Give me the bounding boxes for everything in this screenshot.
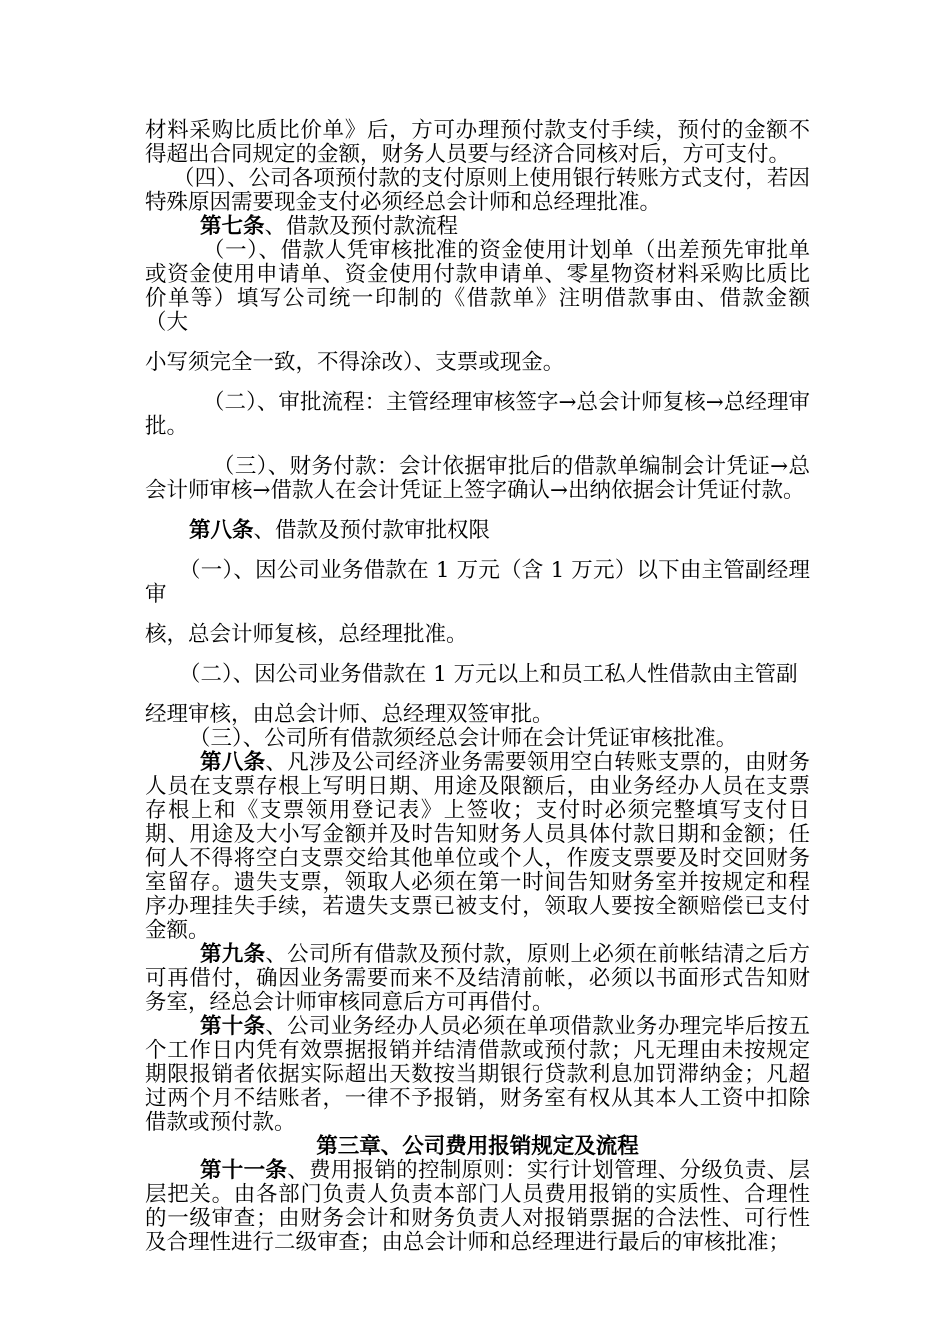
paragraph-text: 小写须完全一致，不得涂改）、支票或现金。: [145, 350, 565, 375]
paragraph: [145, 351, 810, 375]
paragraph: [145, 1159, 810, 1255]
paragraph-text: （一）、因公司业务借款在 1 万元（含 1 万元）以下由主管副经理审: [145, 558, 810, 607]
article-number: 第三章、公司费用报销规定及流程: [316, 1134, 639, 1159]
paragraph-text: （三）、公司所有借款须经总会计师在会计凭证审核批准。: [189, 726, 738, 751]
paragraph: [145, 119, 810, 167]
paragraph-text: （二）、因公司业务借款在 1 万元以上和员工私人性借款由主管副: [179, 662, 798, 687]
paragraph: [145, 391, 810, 439]
article-number: 第七条: [200, 214, 265, 239]
paragraph-text: 材料采购比质比价单》后，方可办理预付款支付手续，预付的金额不得超出合同规定的金额，财务人员要与经济合同核对后，方可支付。: [145, 118, 810, 167]
chapter-title: [145, 1135, 810, 1159]
paragraph: [145, 943, 810, 1015]
paragraph-text: 、费用报销的控制原则：实行计划管理、分级负责、层层把关。由各部门负责人负责本部门人员费用报销的实质性、合理性的一级审查；由财务会计和财务负责人对报销票据的合法性、可行性及合理性进行二级审查；由总会计师和总经理进行最后的审核批准；: [145, 1158, 810, 1255]
paragraph-text: （二）、审批流程：主管经理审核签字→总会计师复核→总经理审批。: [145, 390, 810, 439]
paragraph-text: 、公司业务经办人员必须在单项借款业务办理完毕后按五个工作日内凭有效票据报销并结清借款或预付款；凡无理由未按规定期限报销者依据实际超出天数按当期银行贷款利息加罚滞纳金；凡超过两个月不结账者，一律不予报销，财务室有权从其本人工资中扣除借款或预付款。: [145, 1014, 810, 1135]
paragraph: [145, 751, 810, 943]
document-page: [145, 119, 810, 1255]
paragraph: [145, 455, 810, 503]
paragraph: [145, 703, 810, 727]
article-number: 第八条: [189, 518, 254, 543]
paragraph-text: 、借款及预付款审批权限: [253, 518, 491, 543]
paragraph: [145, 559, 810, 607]
paragraph-text: 、公司所有借款及预付款，原则上必须在前帐结清之后方可再借付，确因业务需要而来不及结清前帐，必须以书面形式告知财务室，经总会计师审核同意后方可再借付。: [145, 942, 810, 1015]
paragraph-text: 、借款及预付款流程: [264, 214, 459, 239]
paragraph-text: 经理审核，由总会计师、总经理双签审批。: [145, 702, 554, 727]
paragraph-text: （三）、财务付款：会计依据审批后的借款单编制会计凭证→总会计师审核→借款人在会计凭证上签字确认→出纳依据会计凭证付款。: [145, 454, 810, 503]
paragraph: [145, 1015, 810, 1135]
paragraph-text: 核，总会计师复核，总经理批准。: [145, 622, 468, 647]
paragraph: [145, 727, 810, 751]
paragraph: [145, 663, 810, 687]
article-number: 第九条: [200, 942, 266, 967]
paragraph: [145, 167, 810, 215]
paragraph-text: 、凡涉及公司经济业务需要领用空白转账支票的，由财务人员在支票存根上写明日期、用途及限额后，由业务经办人员在支票存根上和《支票领用登记表》上签收；支付时必须完整填写支付日期、用途及大小写金额并及时告知财务人员具体付款日期和金额；任何人不得将空白支票交给其他单位或个人，作废支票要及时交回财务室留存。遗失支票，领取人必须在第一时间告知财务室并按规定和程序办理挂失手续，若遗失支票已被支付，领取人要按全额赔偿已支付金额。: [145, 750, 810, 943]
article-number: 第十条: [200, 1014, 266, 1039]
article-number: 第八条: [200, 750, 266, 775]
paragraph-text: （一）、借款人凭审核批准的资金使用计划单（出差预先审批单或资金使用申请单、资金使用付款申请单、零星物资材料采购比质比价单等）填写公司统一印制的《借款单》注明借款事由、借款金额（大: [145, 238, 810, 335]
paragraph: [145, 519, 810, 543]
paragraph-text: （四）、公司各项预付款的支付原则上使用银行转账方式支付，若因特殊原因需要现金支付必须经总会计师和总经理批准。: [145, 166, 810, 215]
article-number: 第十一条: [200, 1158, 288, 1183]
paragraph: [145, 239, 810, 335]
paragraph: [145, 215, 810, 239]
paragraph: [145, 623, 810, 647]
